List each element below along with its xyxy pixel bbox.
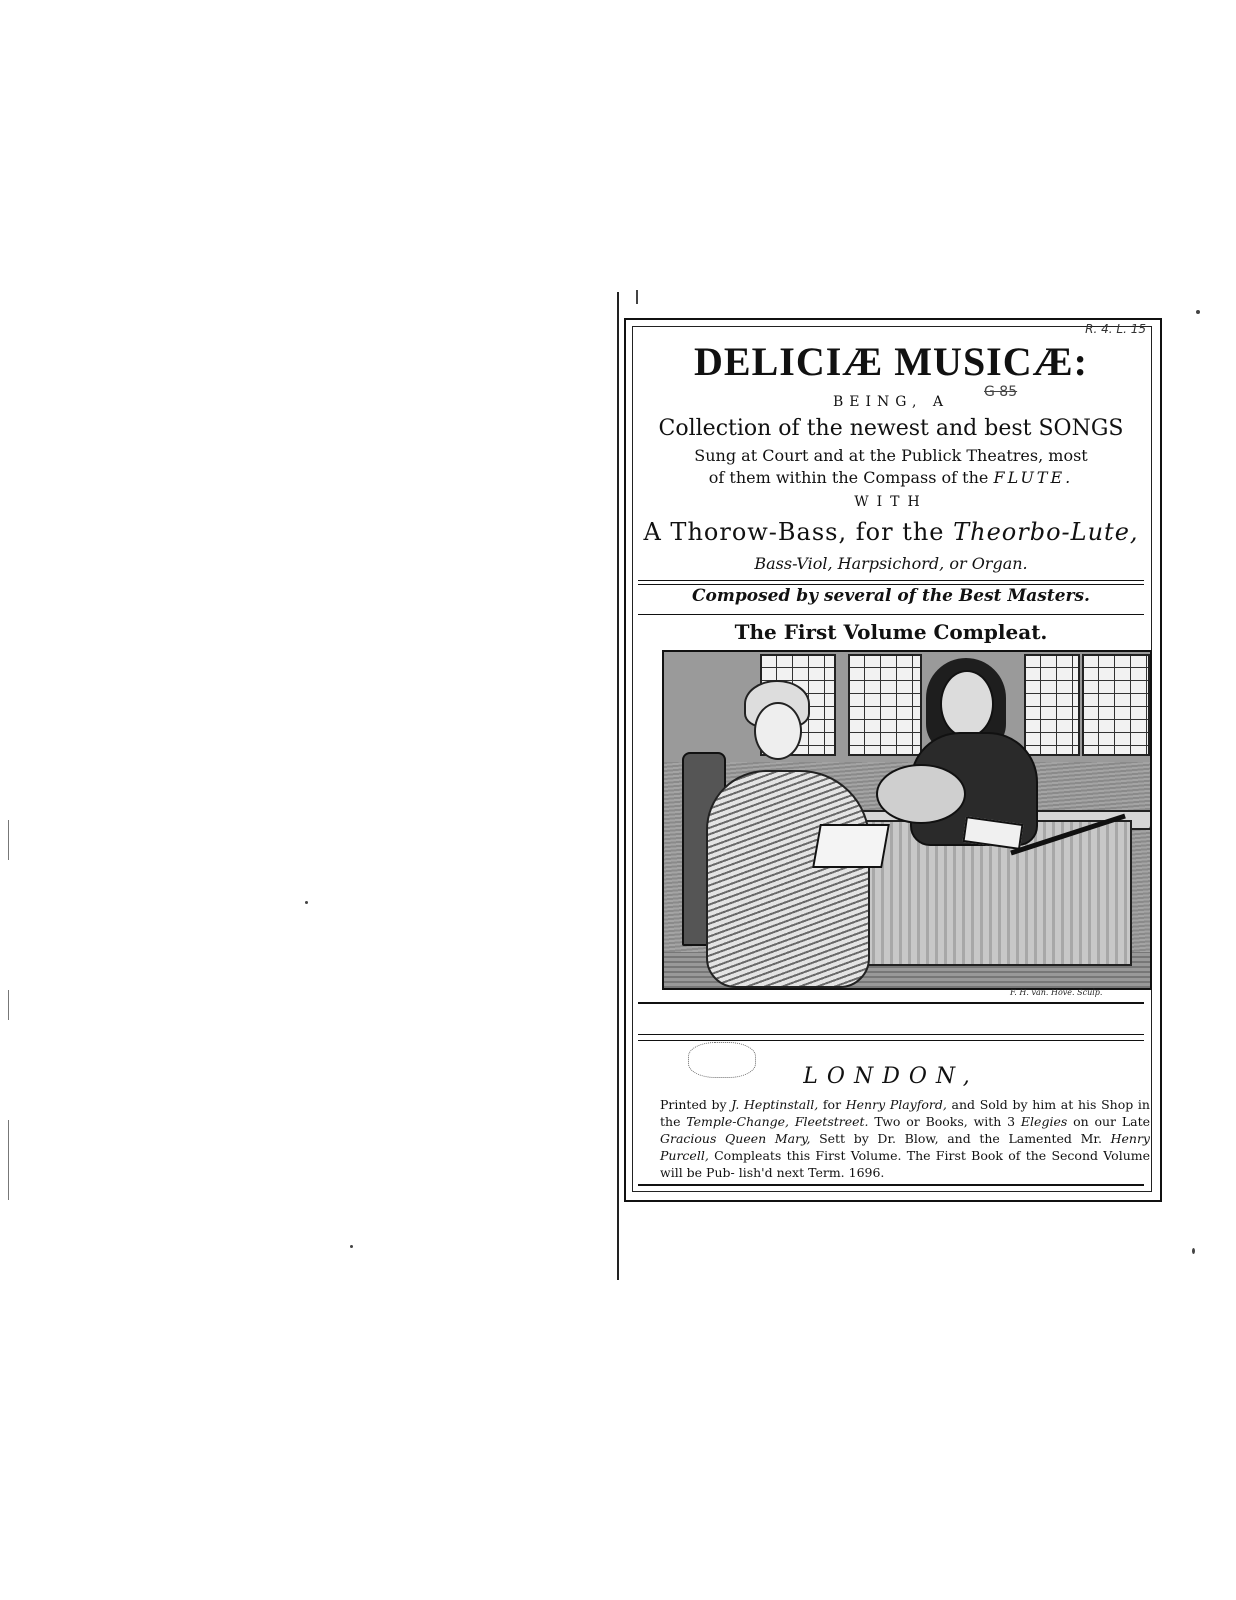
imprint-shop: Temple-Change, Fleetstreet. <box>686 1114 869 1129</box>
thorow-bass-text: A Thorow-Bass, for the <box>643 518 945 546</box>
engraver-signature: F. H. van. Hove. Sculp. <box>1010 988 1103 997</box>
with-line: WITH <box>854 494 928 510</box>
woman-face <box>754 702 802 760</box>
imprint-compleats: Compleats this First Volume. The First Book of the Second Volume will be Pub- <box>660 1148 1150 1180</box>
scan-speck <box>636 290 638 304</box>
composed-line: Composed by several of the Best Masters. <box>692 586 1090 606</box>
window-center <box>848 654 922 756</box>
seated-woman <box>706 770 870 988</box>
theorbo-text: Theorbo-Lute, <box>953 518 1139 546</box>
scan-edge-mark <box>8 820 9 860</box>
scan-speck <box>305 901 308 904</box>
scan-speck <box>1192 1248 1195 1254</box>
main-title: DELICIÆ MUSICÆ: <box>694 339 1088 384</box>
engraving-illustration <box>662 650 1152 990</box>
thorow-bass-line <box>638 518 1144 546</box>
being-line: BEING, A <box>833 394 949 410</box>
instruments-line: Bass-Viol, Harpsichord, or Organ. <box>754 554 1028 573</box>
music-book <box>812 824 890 868</box>
sung-line-2-text: of them within the Compass of the <box>708 468 989 487</box>
imprint-queen: Gracious Queen Mary, <box>660 1131 811 1146</box>
volume-line: The First Volume Compleat. <box>734 620 1048 644</box>
imprint-set: Sett by Dr. Blow, and the Lamented Mr. <box>819 1131 1102 1146</box>
divider <box>638 1034 1144 1035</box>
imprint-publisher: Henry Playford, <box>845 1097 947 1112</box>
imprint-elegies: Elegies <box>1020 1114 1068 1129</box>
imprint-purcell: Henry Purcell, <box>660 1131 1150 1163</box>
divider <box>638 580 1144 581</box>
lute <box>876 764 966 824</box>
divider <box>638 1184 1144 1186</box>
shelfmark-annotation: R. 4. L. 15 <box>1085 322 1146 336</box>
imprint-for: for <box>822 1097 842 1112</box>
window-right <box>1024 654 1080 756</box>
book-spine-line <box>617 292 619 1280</box>
imprint-elegies-rest: on our Late <box>1073 1114 1150 1129</box>
imprint <box>660 1096 1150 1181</box>
window-far-right <box>1082 654 1150 756</box>
divider <box>638 1040 1144 1041</box>
imprint-printed-by: Printed by <box>660 1097 727 1112</box>
scan-speck <box>350 1245 353 1248</box>
scan-edge-mark <box>8 1120 9 1200</box>
man-face <box>940 670 994 738</box>
divider <box>638 1002 1144 1004</box>
divider <box>638 584 1144 585</box>
scan-speck <box>1196 310 1200 314</box>
divider <box>638 614 1144 615</box>
imprint-printer: J. Heptinstall, <box>731 1097 819 1112</box>
sung-line-1: Sung at Court and at the Publick Theatres, most <box>694 446 1088 465</box>
shelfmark-annotation-2: G 85 <box>984 384 1018 400</box>
imprint-shop-prefix: Shop in the <box>660 1097 1150 1129</box>
collection-line: Collection of the newest and best SONGS <box>658 416 1124 441</box>
flute-word: FLUTE. <box>993 468 1074 487</box>
scan-edge-mark <box>8 990 9 1020</box>
imprint-date: lish'd next Term. 1696. <box>738 1165 885 1180</box>
place-of-publication: LONDON, <box>803 1064 979 1089</box>
imprint-sold: and Sold by him at his <box>951 1097 1097 1112</box>
title-page <box>624 318 1160 1200</box>
sung-line-2 <box>638 468 1144 487</box>
imprint-books: Two or Books, with 3 <box>874 1114 1016 1129</box>
